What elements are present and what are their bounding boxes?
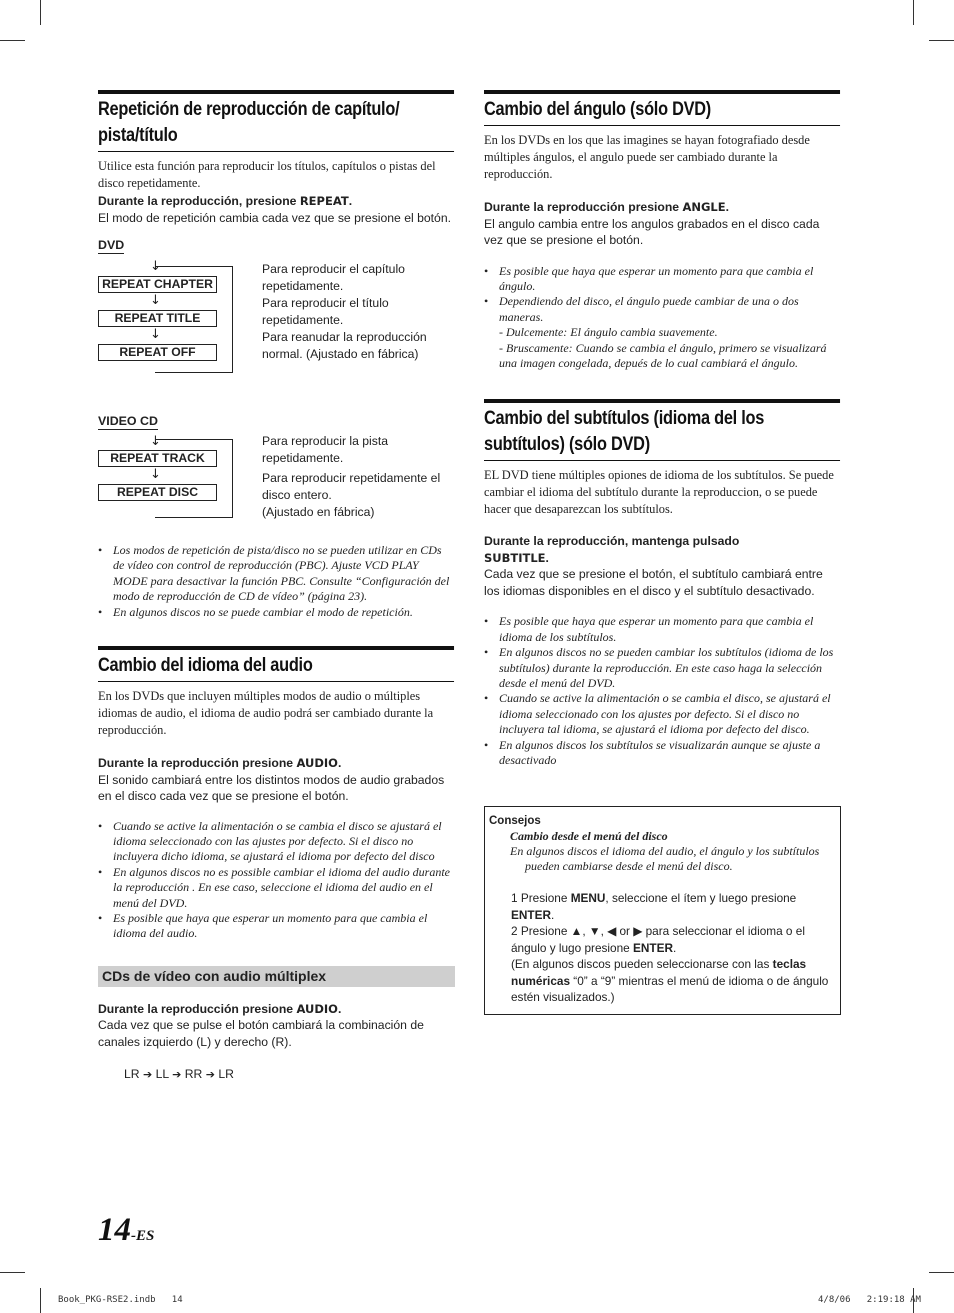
repeat-notes <box>98 543 455 620</box>
angle-instruction <box>484 199 841 216</box>
desc-line: Para reproducir el título <box>262 296 389 310</box>
note-item: • Es posible que haya que esperar un momento para que cambia el ángulo. <box>484 264 841 295</box>
section-title-audio <box>98 646 454 682</box>
instr-text: Durante la reproducción presione <box>98 756 297 771</box>
arrow-down-icon: ↓ <box>150 259 161 274</box>
note-item: • En algunos discos no es possible cambiar el idioma del audio durante la reproducción . En ese caso, seleccione el idioma del audio en el menú del DVD. <box>98 865 455 911</box>
note-item: • Es posible que haya que esperar un momento para que cambia el idioma de los subtítulos. <box>484 614 841 645</box>
channel-sequence <box>98 1066 455 1084</box>
title-line: Repetición de reproducción de capítulo/ <box>98 99 400 120</box>
angle-notes <box>484 264 841 372</box>
crop-mark <box>929 1272 954 1273</box>
note-item: • Cuando se active la alimentación o se cambia el disco se ajustará el idioma seleccionado con las ajustes por defecto. Si el disco no incluyera dicho idioma, se ajustará el idioma por defecto del disco <box>98 819 455 865</box>
subtitle-body: Cada vez que se presione el botón, el subtítulo cambiará entre los idiomas disponibles en el disco y el subtítulo desactivado. <box>484 567 823 598</box>
audio-instruction <box>98 755 455 772</box>
title-line: pista/título <box>98 125 178 146</box>
note-item: • Dependiendo del disco, el ángulo puede cambiar de una o dos maneras. - Dulcemente: El ángulo cambia suavemente. - Bruscamente: Cuando se cambia el ángulo, primero se visualizará una imagen congelada, depués de lo cual cambiará el ángulo. <box>484 294 841 371</box>
arrow-right-icon: ➔ <box>142 1068 153 1082</box>
instr-text: . <box>348 194 353 208</box>
arrow-right-icon: ➔ <box>205 1068 215 1082</box>
crop-mark <box>0 1272 25 1273</box>
note-item: • En algunos discos no se pueden cambiar los subtítulos (idioma de los subtítulos) durante la reproducción. En este caso haga la selección desde el menú del DVD. <box>484 645 841 691</box>
step-text: . <box>550 907 555 922</box>
crop-mark <box>40 0 41 25</box>
repeat-instruction <box>98 193 455 210</box>
footer-timestamp: 4/8/06 2:19:18 AM <box>818 1295 921 1305</box>
key-subtitle: SUBTITLE <box>484 550 546 565</box>
instr-text: . <box>545 550 549 565</box>
section-title-repeat <box>98 90 454 152</box>
desc-line: repetidamente. <box>262 451 344 465</box>
key-angle: ANGLE <box>682 200 726 214</box>
tips-title: Consejos <box>489 815 541 828</box>
step-text: 1 Presione <box>511 891 571 906</box>
page-number <box>98 1212 154 1249</box>
desc-line: Para reproducir el capítulo <box>262 262 405 276</box>
crop-mark <box>929 40 954 41</box>
tips-subtitle: Cambio desde el menú del disco <box>510 829 668 844</box>
right-column <box>484 90 841 1015</box>
instr-text: . <box>337 756 342 771</box>
title-line: Cambio del idioma del audio <box>98 655 313 677</box>
desc-line: repetidamente. <box>262 313 344 327</box>
crop-mark <box>0 40 25 41</box>
tips-step-2 <box>489 923 836 956</box>
repeat-body: El modo de repetición cambia cada vez que se presione el botón. <box>98 210 451 225</box>
note-item: • Cuando se active la alimentación o se cambia el disco, se ajustará el idioma seleccionado con los ajustes por defecto. Si el disco no incluyera tal idioma, se ajustará el idioma por defecto del disco. <box>484 691 841 737</box>
desc-line: Para reanudar la reproducción <box>262 330 427 344</box>
dvd-item-repeat-title: REPEAT TITLE <box>98 310 217 327</box>
tips-italic-text: En algunos discos el idioma del audio, el ángulo y los subtítulos pueden cambiarse desde el menú del disco. <box>510 844 820 874</box>
footer-file-info: Book_PKG-RSE2.indb 14 <box>58 1295 183 1305</box>
step-text: 2 Presione ▲, ▼, ◀ or ▶ para seleccionar el idioma o el ángulo y lugo presione <box>511 924 805 955</box>
instr-text: Durante la reproducción presione <box>484 200 683 214</box>
seq-item: LL <box>155 1067 169 1082</box>
seq-item: LR <box>218 1067 234 1082</box>
desc-line: normal. (Ajustado en fábrica) <box>262 347 419 361</box>
vcd-descriptions <box>262 433 457 521</box>
title-line: Cambio del ángulo (sólo DVD) <box>484 99 711 120</box>
desc-line: repetidamente. <box>262 279 344 293</box>
key-enter: ENTER <box>511 907 551 922</box>
dvd-item-repeat-chapter: REPEAT CHAPTER <box>98 276 217 293</box>
audio-body: El sonido cambiará entre los distintos modos de audio grabados en el disco cada vez que se presione el botón. <box>98 772 445 804</box>
tips-box <box>484 806 841 1015</box>
seq-item: RR <box>184 1067 203 1082</box>
repeat-intro: Utilice esta función para reproducir los títulos, capítulos o pistas del disco repetidamente. <box>98 159 436 190</box>
arrow-right-icon: ➔ <box>172 1068 182 1082</box>
desc-line: disco entero. <box>262 488 332 502</box>
page-number-value: 14 <box>98 1212 131 1248</box>
angle-intro: En los DVDs en los que las imagines se hayan fotografiado desde múltiples ángulos, el angulo puede ser cambiado durante la reproducción. <box>484 133 810 181</box>
dvd-descriptions <box>262 261 457 363</box>
subtitle-notes <box>484 614 841 768</box>
dvd-label: DVD <box>98 238 125 252</box>
vcd-item-repeat-disc: REPEAT DISC <box>98 484 217 501</box>
vcd-item-repeat-track: REPEAT TRACK <box>98 450 217 467</box>
dvd-item-repeat-off: REPEAT OFF <box>98 344 217 361</box>
arrow-down-icon: ↓ <box>150 434 161 449</box>
title-line: Cambio del subtítulos (idioma del los <box>484 408 765 430</box>
crop-mark <box>913 0 914 25</box>
desc-line: (Ajustado en fábrica) <box>262 505 375 519</box>
vcd-audio-instruction <box>98 1001 455 1018</box>
vcd-audio-body: Cada vez que se pulse el botón cambiará la combinación de canales izquierdo (L) y derecho (R). <box>98 1018 424 1049</box>
arrow-down-icon: ↓ <box>150 467 161 482</box>
step-text: , seleccione el ítem y luego presione <box>605 891 797 906</box>
key-enter: ENTER <box>633 940 673 955</box>
key-numeric: teclas numéricas <box>511 957 807 988</box>
subtitle-instruction <box>484 533 841 566</box>
subtitle-intro: EL DVD tiene múltiples opiones de idioma de los subtítulos. Se puede cambiar el idioma del subtítulo durante la reproduccion, o se puede hacer que desaparezcan los subtítulos. <box>484 468 834 517</box>
note-text: “0” a “9” mientras el menú de idioma o de ángulo estén visualizados.) <box>511 973 829 1005</box>
angle-body: El angulo cambia entre los angulos grabados en el disco cada vez que se presione el botón. <box>484 216 820 247</box>
key-repeat: REPEAT <box>299 194 349 208</box>
note-item: • Los modos de repetición de pista/disco no se pueden utilizar en CDs de vídeo con control de reproducción (PBC). Ajuste VCD PLAY MODE para desactivar la función PBC. Consulte “Configuración del modo de reproducción de CD de vídeo” (página 23). <box>98 543 455 605</box>
audio-intro: En los DVDs que incluyen múltiples modos de audio o múltiples idiomas de audio, el idioma de audio podrá ser cambiado durante la reproducción. <box>98 689 434 738</box>
seq-item: LR <box>124 1067 140 1082</box>
desc-line: Para reproducir repetidamente el <box>262 471 441 485</box>
key-menu: MENU <box>570 891 606 906</box>
instr-text: Durante la reproducción, presione <box>98 194 300 208</box>
instr-text: . <box>337 1001 342 1016</box>
left-column <box>98 90 455 1084</box>
arrow-down-icon: ↓ <box>150 293 161 308</box>
tips-step-1 <box>489 890 836 923</box>
title-line: subtítulos) (sólo DVD) <box>484 434 650 456</box>
note-item: • En algunos discos no se puede cambiar el modo de repetición. <box>98 605 455 620</box>
page-number-suffix: -ES <box>131 1228 155 1244</box>
instr-text: Durante la reproducción, mantenga pulsado <box>484 534 740 549</box>
instr-text: Durante la reproducción presione <box>98 1001 297 1016</box>
subsection-title-vcd-audio: CDs de vídeo con audio múltiplex <box>98 966 455 987</box>
audio-notes <box>98 819 455 942</box>
key-audio: AUDIO <box>296 1001 338 1016</box>
crop-mark <box>40 1288 41 1313</box>
section-title-angle <box>484 90 840 126</box>
note-item: • Es posible que haya que esperar un momento para que cambia el idioma del audio. <box>98 911 455 942</box>
key-audio: AUDIO <box>296 756 338 771</box>
dvd-repeat-flow <box>98 260 455 386</box>
video-cd-label: VIDEO CD <box>98 414 158 428</box>
note-item: • En algunos discos los subtítulos se visualizarán aunque se ajuste a desactivado <box>484 738 841 769</box>
note-text: (En algunos discos pueden seleccionarse con las <box>511 957 773 972</box>
arrow-down-icon: ↓ <box>150 327 161 342</box>
desc-line: Para reproducir la pista <box>262 434 388 448</box>
tips-note <box>489 956 836 1006</box>
instr-text: . <box>725 200 729 214</box>
vcd-repeat-flow <box>98 435 455 531</box>
step-text: . <box>672 940 677 955</box>
section-title-subtitle <box>484 399 840 461</box>
